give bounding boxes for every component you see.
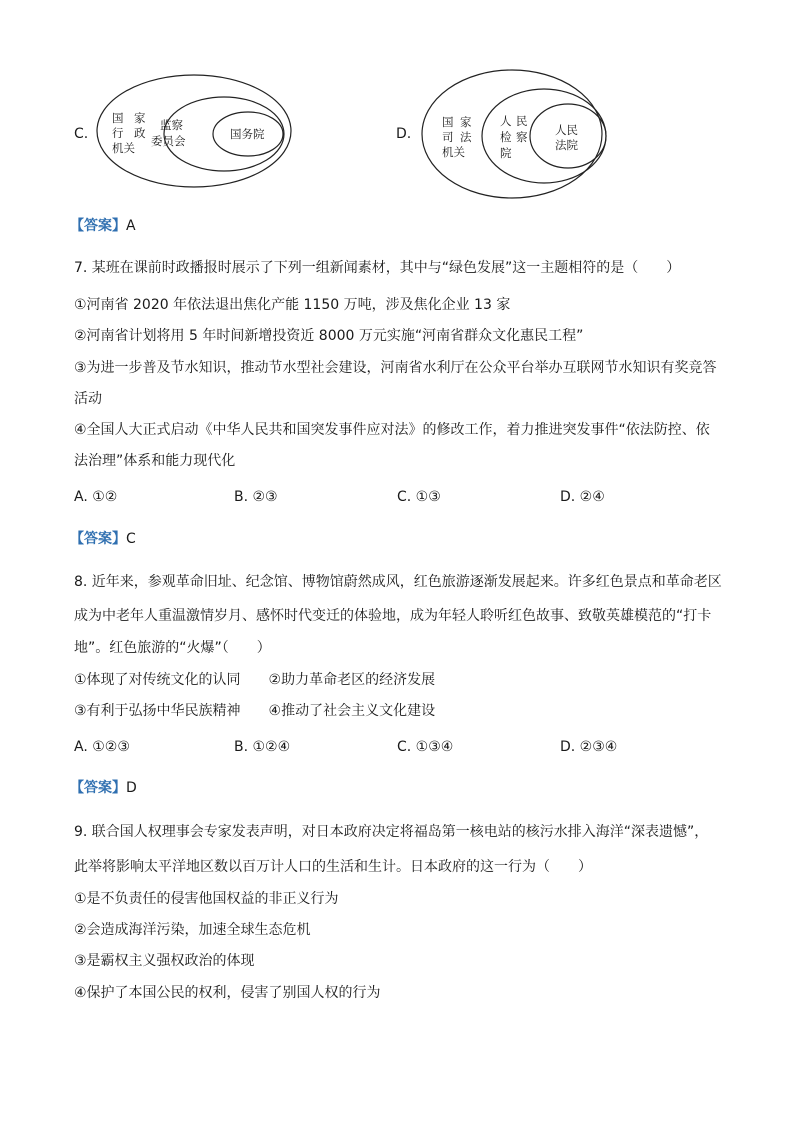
q7-option-b: B. ②③ bbox=[234, 489, 278, 505]
q7-item: ③为进一步普及节水知识，推动节水型社会建设，河南省水利厅在公众平台举办互联网节水知识有奖竞答 bbox=[74, 360, 717, 376]
q8-stem-line: 8. 近年来，参观革命旧址、纪念馆、博物馆蔚然成风，红色旅游逐渐发展起来。许多红色景点和革命老区 bbox=[74, 574, 722, 590]
diagram-c-middle-text: 监察 bbox=[160, 118, 183, 132]
diagram-d-middle-text: 检 bbox=[500, 130, 512, 144]
q7-item: ④全国人大正式启动《中华人民共和国突发事件应对法》的修改工作，着力推进突发事件“依法防控、依 bbox=[74, 422, 710, 438]
diagram-d-inner-text: 人民 bbox=[555, 123, 578, 137]
q8-stem-line: 地”。红色旅游的“火爆”（ ） bbox=[74, 640, 271, 656]
answer-label: 【答案】 bbox=[70, 531, 126, 547]
q7-item: ②河南省计划将用 5 年时间新增投资近 8000 万元实施“河南省群众文化惠民工程” bbox=[74, 328, 584, 344]
q7-stem: 7. 某班在课前时政播报时展示了下列一组新闻素材，其中与“绿色发展”这一主题相符的是（ ） bbox=[74, 260, 681, 276]
option-d-label: D. bbox=[396, 126, 412, 142]
diagram-c-outer-text: 家 bbox=[134, 111, 146, 125]
q8-option-d: D. ②③④ bbox=[560, 739, 618, 755]
answer-q8 bbox=[70, 778, 137, 798]
q9-stem-line: 此举将影响太平洋地区数以百万计人口的生活和生计。日本政府的这一行为（ ） bbox=[74, 859, 592, 875]
diagram-d-outer-text: 司 bbox=[442, 130, 454, 144]
option-c-label: C. bbox=[74, 126, 89, 142]
q8-item: ③有利于弘扬中华民族精神 ④推动了社会主义文化建设 bbox=[74, 703, 436, 719]
answer-value: D bbox=[126, 780, 137, 796]
diagram-d-outer-text: 国 bbox=[442, 115, 454, 129]
answer-q6 bbox=[70, 216, 136, 236]
diagram-c-outer-text: 行 bbox=[112, 126, 124, 140]
diagram-d-inner-text: 法院 bbox=[555, 138, 578, 152]
answer-label: 【答案】 bbox=[70, 780, 126, 796]
q7-option-d: D. ②④ bbox=[560, 489, 605, 505]
diagram-c-outer-text: 机关 bbox=[112, 141, 135, 155]
q8-item: ①体现了对传统文化的认同 ②助力革命老区的经济发展 bbox=[74, 672, 436, 688]
q7-item: 法治理”体系和能力现代化 bbox=[74, 453, 236, 469]
diagram-d-middle-text: 人 bbox=[500, 114, 512, 128]
q7-option-a: A. ①② bbox=[74, 489, 118, 505]
diagram-c-inner-text: 国务院 bbox=[230, 127, 265, 141]
answer-value: C bbox=[126, 531, 136, 547]
q9-item: ④保护了本国公民的权利，侵害了别国人权的行为 bbox=[74, 985, 381, 1001]
q9-item: ①是不负责任的侵害他国权益的非正义行为 bbox=[74, 891, 339, 907]
q8-option-c: C. ①③④ bbox=[397, 739, 454, 755]
diagram-c bbox=[94, 70, 299, 195]
q8-option-b: B. ①②④ bbox=[234, 739, 291, 755]
q8-stem-line: 成为中老年人重温激情岁月、感怀时代变迁的体验地，成为年轻人聆听红色故事、致敬英雄模范的“打卡 bbox=[74, 608, 712, 624]
diagram-c-outer-text: 国 bbox=[112, 111, 124, 125]
diagram-c-middle-text: 委员会 bbox=[151, 134, 186, 148]
diagram-d-middle-text: 院 bbox=[500, 146, 512, 160]
diagram-d-middle-text: 民 bbox=[516, 114, 528, 128]
q9-item: ②会造成海洋污染，加速全球生态危机 bbox=[74, 922, 311, 938]
diagram-d-outer-text: 家 bbox=[460, 115, 472, 129]
diagram-d-outer-text: 法 bbox=[460, 130, 472, 144]
q7-item: ①河南省 2020 年依法退出焦化产能 1150 万吨，涉及焦化企业 13 家 bbox=[74, 297, 511, 313]
diagram-d bbox=[418, 64, 618, 204]
answer-q7 bbox=[70, 529, 136, 549]
q8-option-a: A. ①②③ bbox=[74, 739, 130, 755]
q9-item: ③是霸权主义强权政治的体现 bbox=[74, 953, 255, 969]
q7-option-c: C. ①③ bbox=[397, 489, 441, 505]
diagram-d-outer-text: 机关 bbox=[442, 145, 465, 159]
diagram-d-middle-text: 察 bbox=[516, 130, 528, 144]
answer-label: 【答案】 bbox=[70, 218, 126, 234]
q9-stem-line: 9. 联合国人权理事会专家发表声明，对日本政府决定将福岛第一核电站的核污水排入海洋“深表遗憾”， bbox=[74, 824, 709, 840]
q7-item: 活动 bbox=[74, 391, 102, 407]
answer-value: A bbox=[126, 218, 136, 234]
diagram-c-outer-text: 政 bbox=[134, 126, 146, 140]
